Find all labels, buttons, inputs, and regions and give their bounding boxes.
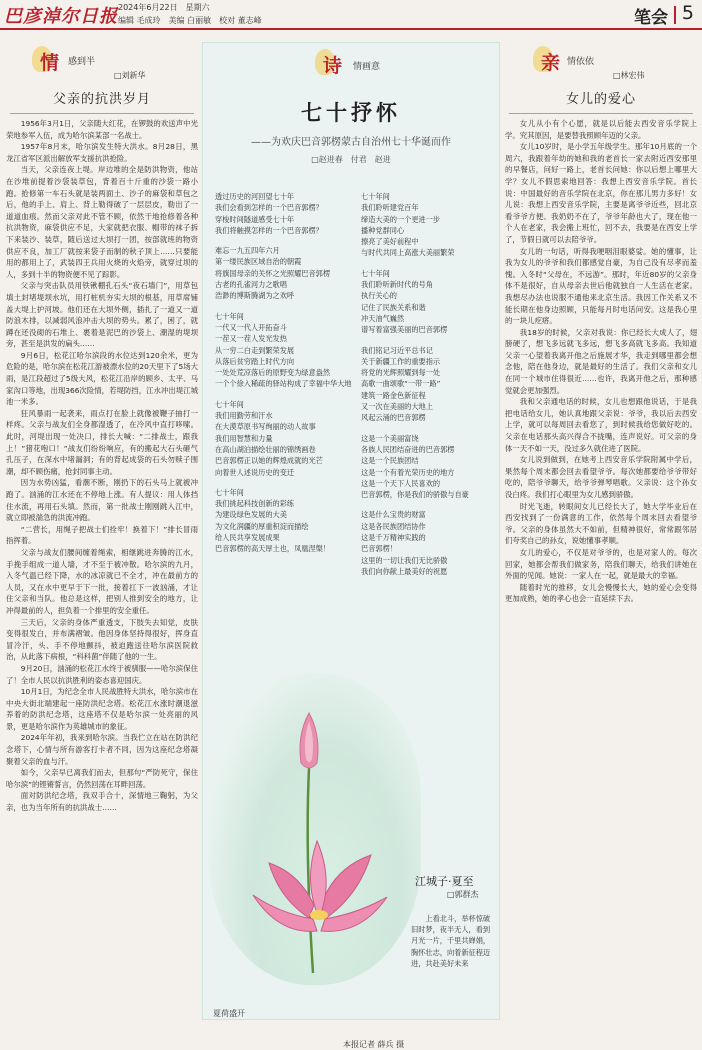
poem-stanza <box>215 191 353 236</box>
poem-stanza <box>361 433 499 501</box>
paragraph: 父亲与战友们腰间缠着绳索，相继跳进奔腾的江水，手挽手组成一道人墙，才不至于被冲散。哈尔滨的九月，入冬气温已经下降，水的冰凉就已不全才，冲在最前方的人员，又在水中更早于下一批，接着扛下一波汹涌，才让住父亲和当队。他总是这样，把别人推到安全的地方，让冲得最前的人，担负着一个排里的安全重任。 <box>6 547 198 615</box>
section-name: 笔会 <box>634 8 668 28</box>
poem-line: 与时代共同上高涨大美丽繁荣 <box>361 248 455 258</box>
poem-line: 这是千万精神实践的 <box>361 533 426 543</box>
page-number: 5 <box>681 2 694 24</box>
poem-stanza <box>215 487 353 555</box>
poem-line: 给人民共享发展成果 <box>215 533 280 543</box>
poem-line: 为建设绿色发展的大美 <box>215 510 287 520</box>
right-article-body <box>505 118 697 605</box>
poem-line: 冲天油气巍然 <box>361 313 405 323</box>
right-kicker <box>505 42 697 84</box>
poem-line: 我们用智慧和力量 <box>215 433 273 443</box>
right-kicker-glyph: 亲 <box>541 52 561 74</box>
right-title-rule <box>509 113 693 114</box>
paragraph: 女儿从小有个心愿，就是以后能去西安音乐学院上学。究其原因，是要替我照顾年迈的父亲。 <box>505 119 697 140</box>
poem-line: 这是一个有着光荣历史的地方 <box>361 467 455 477</box>
middle-kicker-glyph: 诗 <box>323 55 343 77</box>
poem-line: 这是一个民族团结 <box>361 456 419 466</box>
right-author: □林宏伟 <box>613 71 645 80</box>
left-title-rule <box>10 113 194 114</box>
poem-stanza <box>361 191 499 259</box>
poem-line: 我们会看到怎样的一个巴音郭楞？ <box>215 203 323 213</box>
poem-subtitle: ——为欢庆巴音郭楞蒙古自治州七十华诞而作 <box>251 137 451 148</box>
masthead <box>0 0 702 30</box>
poem-line: 这是什么宝贵的财富 <box>361 510 426 520</box>
paragraph: 时光飞逝，转眼间女儿已经长大了，她大学毕业后在西安找到了一份满意的工作，依然每个周末回去看望爷爷。父亲的身体虽然大不如前，但精神很好，常常跟邻居们夸奖自己的孙女，说她懂事孝顺。 <box>505 501 697 546</box>
left-kicker-glyph: 情 <box>40 52 60 74</box>
poem-line: 七十年间 <box>361 268 390 278</box>
right-column <box>505 42 697 1020</box>
poem-line: 建筑一路金色新征程 <box>361 390 426 400</box>
poem-line: 风起云涌的巴音郭楞 <box>361 413 426 423</box>
paragraph: 女儿10岁时，是小学五年级学生。那年10月底的一个周六，我跟着年幼的她和我的老首长一家去附近西安那里的早餐店，问好一路上，老首长问她：你以后想上哪里大学？女儿不假思索地回答：我想上西安音乐学院。首长说：中国最好的音乐学院在北京，你在那儿男力多好！女儿说：我想上西安音乐学院，主要是离爷爷近些，回北京看爷爷方便。我奶奶不在了，爷爷年龄也大了，现在他一个人在老家，我会搬上班忙，回不去，我要是在西安上学了，节假日就可以去陪爷爷。 <box>505 142 697 244</box>
poem-line: 一个个徐入稀疏的驿站构成了幸福中华大地 <box>215 379 352 389</box>
poem-line: 从落后贫穷踏上时代方向 <box>215 356 295 366</box>
paragraph: 女儿说到做到，在她考上西安音乐学院附属中学后，果然每个周末都会回去看望爷爷。每次她都要给爷爷带好吃的，陪爷爷聊天，给爷爷弹琴唱歌。父亲说：这个孙女没白疼。我们打心眼里为女儿感到骄傲。 <box>505 455 697 499</box>
side-poem-author: □郭群杰 <box>447 890 479 899</box>
poem-line: 向着世人述说历史的变迁 <box>215 467 295 477</box>
poem-line: 我们聆听建党百年 <box>361 203 419 213</box>
paragraph: 9月6日，松花江哈尔滨段的水位达到120余米，更为危险的是，哈尔滨在松花江游被漂水位的20天里下了5场大雨，是江段超过了5级大风，松花江沿岸的顾乡、太平、马家沟口等地，出现366次险情，若堤防挡，江水冲出堤江城池一米多。 <box>6 350 198 407</box>
paragraph: 父亲与突击队员用铁锹棚孔石头“夜石墙门”，用草包填土封堵堤坝水坑，用打桩机夯实大坝的根基，用草席铺盖大堤上护河坡。他们还在大坝外侧，插扎了一道又一道防浪木排，以减弱风浪冲击大坝的势头。累了，困了，就蹲在还没砌的石堆上、裹着是泥巴的沙袋上、潮湿的堤坝旁，甚至是洪发的扁头…… <box>6 281 198 349</box>
poem-line: 擦亮了美好前程中 <box>361 237 419 247</box>
poem-line: 难忘一九五四年六月 <box>215 246 280 256</box>
left-kicker <box>6 42 198 84</box>
paragraph: 我和父亲通电话的时候，女儿也想跟他说话，于是我把电话给女儿，她认真地跟父亲说：爷爷，我以后去西安上学，就可以每周回去看您了，到时候我给您做好吃的。父亲在电话那头高兴得合不拢嘴，连声说好。可父亲的身体一天不如一天，没过多久就住进了医院。 <box>505 397 697 453</box>
poem-line: 我们用勤劳和汗水 <box>215 411 273 421</box>
poem-line: 在高山湖泊描绘壮丽的锦绣画卷 <box>215 444 316 454</box>
poem-line: 记住了民族关系和谐 <box>361 302 426 312</box>
poem-line: 又一次在美丽的大地上 <box>361 402 433 412</box>
lotus-caption: 夏荷盛开 <box>213 1009 245 1018</box>
middle-kicker-sub: 情画意 <box>353 62 381 72</box>
poem-line: 执行关心的 <box>361 291 397 301</box>
poem-stanza <box>361 345 499 424</box>
poem-line: 七十年间 <box>215 487 244 497</box>
photo-credit: 本报记者 薛兵 摄 <box>343 1040 405 1049</box>
poem-line: 我们聆听新时代的号角 <box>361 280 433 290</box>
poem-stanza <box>215 311 353 390</box>
poem-line: 将旗国母亲的关怀之光照耀巴音郭楞 <box>215 268 331 278</box>
poem-line: 巴音郭楞正以她的辉煌成就的光芒 <box>215 456 323 466</box>
poem-line: 巴音郭楞！ <box>361 544 397 554</box>
paragraph: 女儿的爱心，不仅是对爷爷的，也是对家人的。每次回家，她都会帮我们做家务，陪我们聊天，给我们讲她在外面的见闻。她说：一家人在一起，就是最大的幸福。 <box>505 547 697 581</box>
poem-line: 谱写着富强美丽的巴音郭楞 <box>361 325 448 335</box>
poem-line: 一处处荒凉落后的原野变为绿意盎然 <box>215 368 331 378</box>
newspaper-logo: 巴彦淖尔日报 <box>4 6 118 27</box>
poem-line: 浩渺的博斯腾湖为之欢呼 <box>215 291 295 301</box>
poem-line: 将党的光辉照耀到每一处 <box>361 368 441 378</box>
poem-line: 各族人民团结奋进的巴音郭楞 <box>361 444 455 454</box>
left-column <box>6 42 198 1020</box>
lotus-flower-icon <box>209 673 421 985</box>
paragraph: 如今，父亲早已离我们而去，但那句“严防死守，保住哈尔滨”的铿锵誓言，仍然回荡在耳畔回荡。 <box>6 768 198 789</box>
poem-line: 这里的一切让我们无比骄傲 <box>361 555 448 565</box>
poem-line: 这是一个美丽富饶 <box>361 433 419 443</box>
poem-stanza <box>215 399 353 478</box>
poem-line: 从一穷二白走到繁荣发展 <box>215 345 295 355</box>
paragraph: 当天，父亲连夜上堤。岸边堆的全是防洪物资，他站在沙堆前提着沙袋装草包，背着百十斤重的沙袋一路小跑。抢修第一车石头就是装两面土、沙子的麻袋和草包之后，他的手上、肩上、背上勒得破了一层层皮，勒出了一道道血痕。然而父亲对此不管不顾，依然干地抢修着各种抗洪物资，麻袋供应不足，大家就把衣服、帽带的袜子拆下来装沙、装草，随后送过大坝打一团，按部就班的物资供应不良，加工厂就按来袋子而制的秋子顶上……只要能用的都用上了，武装四王兵用火烧的火焰旁，就穿过坝的人，多到十半的物资便不见了踪影。 <box>6 165 198 279</box>
left-article-body <box>6 118 198 814</box>
date-line: 2024年6月22日 星期六 <box>118 3 210 12</box>
left-kicker-sub: 感到半 <box>68 57 96 67</box>
poem-line: 我们铭记习近平总书记 <box>361 345 433 355</box>
paragraph: 1956年3月1日，父亲随大红花，在锣鼓的欢送声中光荣地参军入伍，成为哈尔滨某部一名战士。 <box>6 119 198 140</box>
lotus-photo <box>209 673 421 985</box>
poem-body <box>211 191 493 661</box>
poem-column-left <box>215 191 353 564</box>
paragraph: 随着时光的推移，女儿会慢慢长大，她的爱心会变得更加成熟，她的孝心也会一直延续下去。 <box>505 582 697 604</box>
poem-line: 缔造大美的一个更进一步 <box>361 214 441 224</box>
side-poem-paragraph: 上看北斗，举杯惊破旧时梦，夜半无人，看到月光一片，千里共婵娟，胸怀壮志，向着新征程迈进，共赴美好未来 <box>411 914 491 968</box>
middle-kicker <box>203 43 499 91</box>
poem-stanza <box>215 245 353 301</box>
poem-line: 七十年间 <box>361 192 390 201</box>
side-poem-title: 江城子·夏至 <box>415 875 474 888</box>
poem-column-right <box>361 191 499 586</box>
poem-line: 为文化润疆的厚重积淀而描绘 <box>215 521 309 531</box>
section-divider <box>674 6 676 24</box>
paragraph: “二营长，用绳子把战士们拴牢！换着下！”排长冒雨指挥着。 <box>6 524 198 546</box>
paragraph: 狂风暴雨一起袭来，雨点打在脸上就像被鞭子抽打一样疼。父亲与战友们全身都湿透了，在冷风中直打哆嗦。此时，河堤出现一处决口，排长大喊：“二排战士，跟我上！”猪花咆口！”战友们纷纷响应，有的搬起大石头砸气孔压子，在深水中堵漏洞；有的背起成袋的石头勿赎子围潮，却不顾伤痛，抢封同事主动。 <box>6 408 198 476</box>
poem-line: 播种党群同心 <box>361 225 405 235</box>
left-author: □刘新华 <box>114 71 146 80</box>
poem-line: 在大漠草原书写绚丽的动人故事 <box>215 422 316 432</box>
paragraph: 2024年年初，我来到哈尔滨。当我伫立在站在防洪纪念塔下，心情与所有游客打卡者不同，因为这座纪念塔凝聚着父亲的血与汗。 <box>6 733 198 766</box>
poem-line: 高歌一曲颂歌“一带一路” <box>361 379 441 389</box>
poem-line: 七十年间 <box>215 311 244 321</box>
poem-stanza <box>361 268 499 336</box>
paragraph: 面对防洪纪念塔，我双手合十，深情地三鞠躬，为父亲，也为当年所有的抗洪战士…… <box>6 791 198 813</box>
poem-line: 穿梭时间隧道感受七十年 <box>215 214 295 224</box>
poem-line: 古老的孔雀河力之歌唱 <box>215 280 287 290</box>
side-poem-text <box>411 913 495 969</box>
poem-line: 这是各民族团结协作 <box>361 521 426 531</box>
poem-line: 我们挑起科技创新的彩练 <box>215 499 295 509</box>
middle-column <box>202 42 500 1049</box>
right-article-title: 女儿的爱心 <box>565 92 636 107</box>
poem-line: 关于新疆工作的重要指示 <box>361 356 441 366</box>
poem-line: 一茬又一茬人发光发热 <box>215 334 287 344</box>
left-article-title: 父亲的抗洪岁月 <box>52 92 151 107</box>
paragraph: 9月20日，汹涌的松花江水终于被驯服——哈尔滨保住了！全市人民以抗洪胜利的姿态喜迎国庆。 <box>6 663 198 685</box>
poem-authors: □赵进春 付君 赵进 <box>311 155 391 164</box>
poem-line: 透过历史的河回望七十年 <box>215 192 295 201</box>
poem-line: 巴音郭楞，你是我们的骄傲与自豪 <box>361 490 469 500</box>
paragraph: 1957年8月末，哈尔滨发生特大洪水。8月28日，黑龙江省军区派出解放军支援抗洪抢险。 <box>6 142 198 163</box>
poem-line: 巴音郭楞的高天厚土也，凤凰涅槃！ <box>215 544 331 554</box>
poem-line: 这是一个天下人民喜欢的 <box>361 478 441 488</box>
paragraph: 因为水势凶猛，看潮不断，刚扔下的石头马上就被冲跑了。汹涌的江水还在不停地上涨。有人提议：用人体挡住水流，再用石头填。然而，第一批战士刚刚跳入江中，就立即被湍急的洪流冲跑。 <box>6 478 198 523</box>
right-kicker-sub: 情依依 <box>567 57 595 67</box>
poem-line: 一代又一代人开拓奋斗 <box>215 322 287 332</box>
staff-line: 编辑 毛成玲 美编 白丽敏 校对 董志峰 <box>118 16 262 25</box>
paragraph: 三天后，父亲的身体严重透支，下肢失去知觉，皮肤变得很发白，并布满褶皱。他因身体坚持得很好，挥身直冒冷汗，头、手不停地颤抖，被迫跑送往哈尔滨医院救治，从此落下病根，“科科菌”伴随了他的一生。 <box>6 617 198 662</box>
paragraph: 我18岁的时候，父亲对我说：你已经长大成人了，翅膀硬了，想飞多远就飞多远，想飞多高就飞多高。我知道父亲一心望着我离开他之后施展才华，我走到哪里都会想念他，陪在他身边，就是最好的生活了。我们父亲和女儿在同一个城市住得很近……也许，我离开他之后，那种感觉就会更加强烈。 <box>505 327 697 395</box>
poem-line: 我们向你献上最美好的祝愿 <box>361 566 448 576</box>
poem-line: 七十年间 <box>215 399 244 409</box>
poem-title: 七十抒怀 <box>301 100 401 125</box>
paragraph: 10月1日，为纪念全市人民战胜特大洪水，哈尔滨市在中央大街北端建起一座防洪纪念塔。松花江水涨时潮退滋养着的防洪纪念塔，这座塔不仅是哈尔滨一处亮丽的风景，更是哈尔滨作为英雄城市的象征。 <box>6 687 198 731</box>
poem-line: 第一缕民族区域自治的朝霞 <box>215 257 302 267</box>
paragraph: 女儿的一句话，听得我哽咽泪眼婆娑。她的懂事，让我为女儿的爷爷和我们都感觉自豪，为自己没有尽孝而羞愧。入冬时“父母在，不远游”。那时，年近80岁的父亲身体不是很好，自从母亲去世后他就独自一人生活在老家。我想尽办法也说服不通他来北京生活。我因工作关系又不能长期在他身边照顾，只能每月时电话问安。这是我心里的一块儿疙瘩。 <box>505 246 697 326</box>
poem-stanza <box>361 509 499 577</box>
poem-line: 我们将触摸怎样的一个巴音郭楞？ <box>215 225 323 235</box>
